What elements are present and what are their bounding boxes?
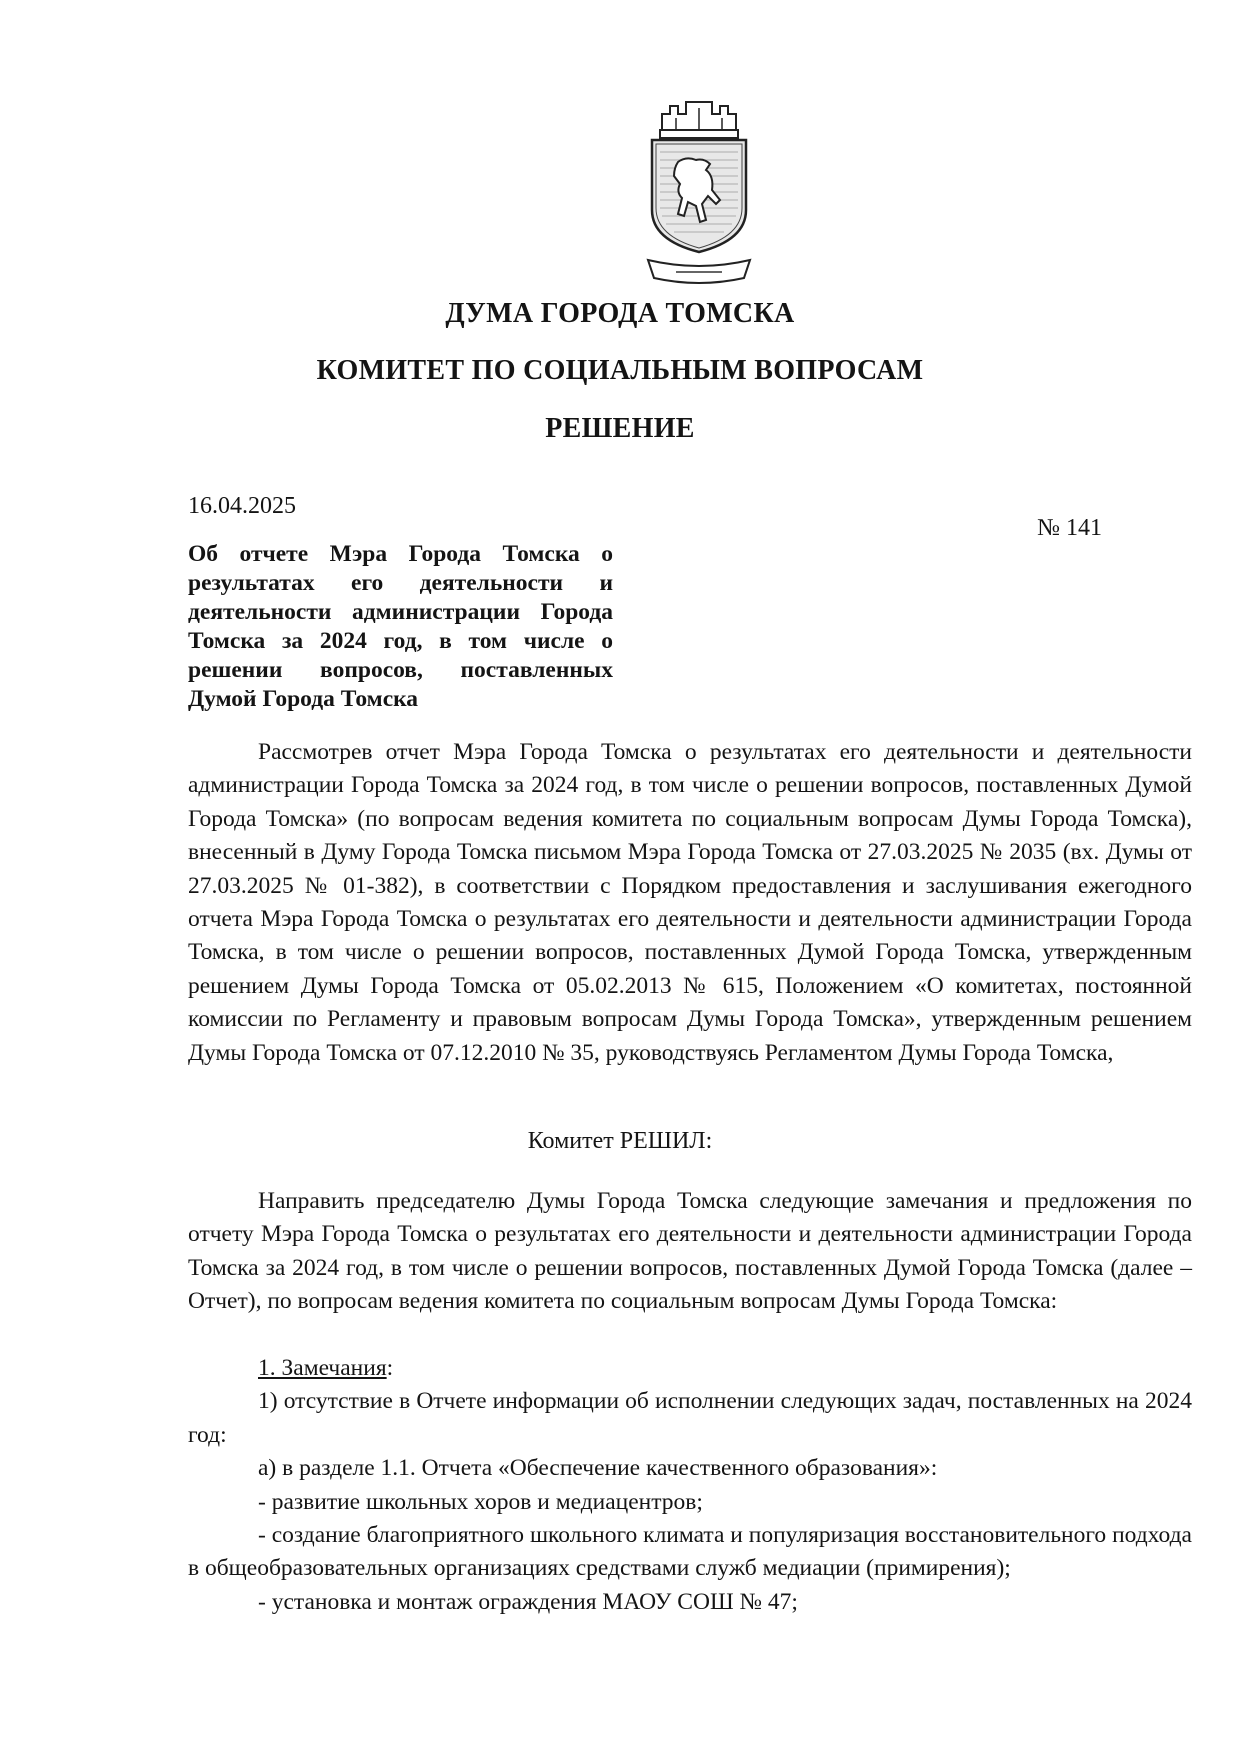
directive-paragraph: Направить председателю Думы Города Томска следующие замечания и предложения по отчету Мэра Города Томска о результатах его деятельности и деятельности администрации Города Томска за 2024 год, в том числе о решении вопросов, поставленных Думой Города Томска (далее – Отчет), по вопросам ведения комитета по социальным вопросам Думы Города Томска: bbox=[188, 1188, 1192, 1315]
decision-number: № 141 bbox=[1037, 515, 1102, 541]
decision-date: 16.04.2025 bbox=[188, 493, 296, 519]
remarks-section bbox=[188, 1352, 1192, 1619]
section-title-colon: : bbox=[386, 1355, 394, 1381]
decision-subject: Об отчете Мэра Города Томска о результатах его деятельности и деятельности администрации Города Томска за 2024 год, в том числе о решении вопросов, поставленных Думой Города Томска bbox=[188, 541, 613, 712]
list-item: а) в разделе 1.1. Отчета «Обеспечение качественного образования»: bbox=[258, 1455, 938, 1482]
list-item: - установка и монтаж ограждения МАОУ СОШ № 47; bbox=[258, 1588, 798, 1615]
section-heading bbox=[188, 1352, 1192, 1385]
organization-title: ДУМА ГОРОДА ТОМСКА bbox=[445, 298, 795, 329]
section-title: 1. Замечания bbox=[258, 1355, 387, 1381]
document-type-title: РЕШЕНИЕ bbox=[545, 413, 695, 444]
preamble-paragraph: Рассмотрев отчет Мэра Города Томска о результатах его деятельности и деятельности администрации Города Томска за 2024 год, в том числе о решении вопросов, поставленных Думой Города Томска» (по вопросам ведения комитета по социальным вопросам Думы Города Томска), внесенный в Думу Города Томска письмом Мэра Города Томска от 27.03.2025 № 2035 (вх. Думы от 27.03.2025 № 01-382), в соответствии с Порядком предоставления и заслушивания ежегодного отчета Мэра Города Томска о результатах его деятельности и деятельности администрации Города Томска, в том числе о решении вопросов, поставленных Думой Города Томска, утвержденным решением Думы Города Томска от 05.02.2013 № 615, Положением «О комитетах, постоянной комиссии по Регламенту и правовым вопросам Думы Города Томска», утвержденным решением Думы Города Томска от 07.12.2010 № 35, руководствуясь Регламентом Думы Города Томска, bbox=[188, 739, 1192, 1066]
committee-title: КОМИТЕТ ПО СОЦИАЛЬНЫМ ВОПРОСАМ bbox=[316, 355, 924, 386]
resolution-heading: Комитет РЕШИЛ: bbox=[527, 1128, 713, 1154]
list-item: 1) отсутствие в Отчете информации об исполнении следующих задач, поставленных на 2024 год: bbox=[188, 1388, 1192, 1448]
city-coat-of-arms-emblem bbox=[640, 100, 758, 286]
list-item: - развитие школьных хоров и медиацентров; bbox=[258, 1488, 703, 1515]
list-item: - создание благоприятного школьного климата и популяризация восстановительного подхода в общеобразовательных организациях средствами служб медиации (примирения); bbox=[188, 1522, 1192, 1582]
